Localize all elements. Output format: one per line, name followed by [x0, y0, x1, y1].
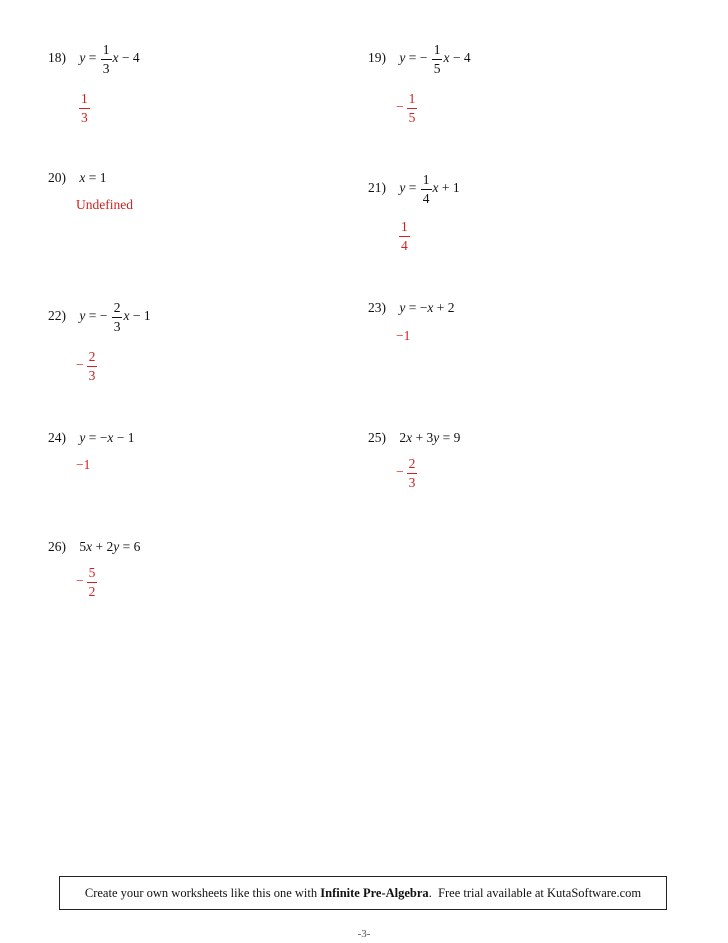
answer-26: − $\frac{5}{2}$ [76, 565, 96, 599]
problem-number: 25) [368, 430, 386, 445]
problem-number: 18) [48, 50, 66, 66]
problem-number: 26) [48, 539, 66, 554]
problem-number: 24) [48, 430, 66, 445]
answer-22: − $\frac{2}{3}$ [76, 349, 96, 383]
problem-22: 22) y = − $\frac{2}{3}$ x − 1 [48, 300, 151, 334]
answer-20: Undefined [76, 197, 133, 212]
problem-26: 26) 5x + 2y = 6 [48, 539, 141, 554]
fraction: $\frac{1}{5}$ [433, 42, 441, 76]
problem-18: 18) y = $\frac{1}{3}$ x − 4 [48, 42, 140, 76]
problem-number: 23) [368, 300, 386, 315]
fraction: $\frac{1}{3}$ [102, 42, 110, 76]
answer-19: − $\frac{1}{5}$ [396, 91, 416, 125]
problem-21: 21) y = $\frac{1}{4}$ x + 1 [368, 172, 460, 206]
problem-25: 25) 2x + 3y = 9 [368, 430, 461, 445]
problem-19: 19) y = − $\frac{1}{5}$ x − 4 [368, 42, 471, 76]
footer-product: Infinite Pre-Algebra [320, 885, 429, 900]
problem-number: 19) [368, 50, 386, 66]
fraction: $\frac{2}{3}$ [113, 300, 121, 334]
problem-24: 24) y = −x − 1 [48, 430, 135, 445]
answer-24: −1 [76, 457, 91, 472]
problem-23: 23) y = −x + 2 [368, 300, 455, 315]
answer-21: $\frac{1}{4}$ [401, 219, 408, 253]
problem-number: 22) [48, 308, 66, 324]
footer-banner [59, 876, 667, 910]
footer-prefix: Create your own worksheets like this one with [84, 885, 321, 900]
problem-number: 21) [368, 180, 386, 196]
footer-suffix: . Free trial available at KutaSoftware.com [428, 885, 642, 900]
fraction: $\frac{1}{4}$ [422, 172, 430, 206]
problem-20: 20) x = 1 [48, 170, 107, 185]
answer-23: −1 [396, 328, 411, 343]
answer-25: − $\frac{2}{3}$ [396, 456, 416, 490]
problem-number: 20) [48, 170, 66, 185]
answer-18: $\frac{1}{3}$ [81, 91, 88, 125]
page-number: -3- [357, 928, 371, 940]
